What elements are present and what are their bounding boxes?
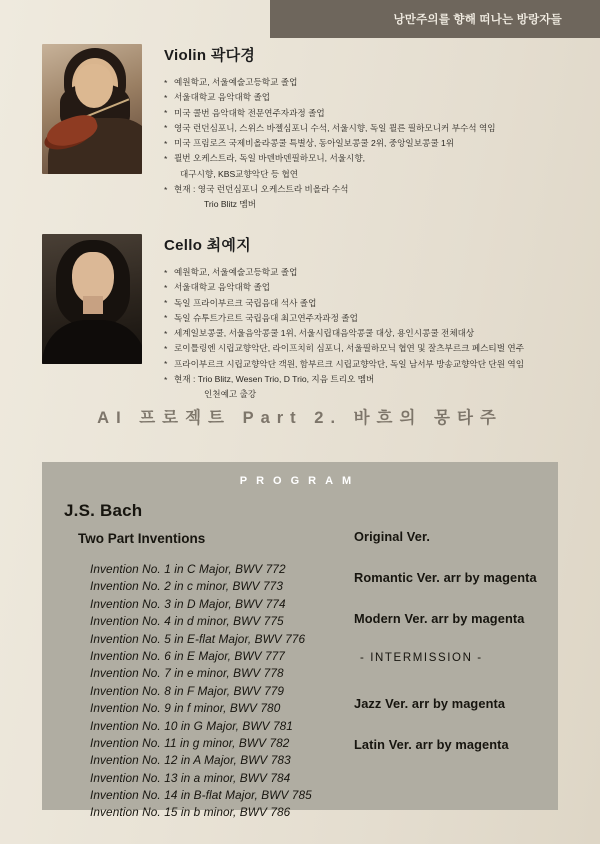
list-item: Invention No. 7 in e minor, BWV 778 [90,666,284,681]
version-label: Modern Ver. arr by magenta [354,611,525,626]
list-item-continued: 대구시향, KBS교향악단 등 협연 [180,168,299,179]
list-item: Invention No. 13 in a minor, BWV 784 [90,770,291,785]
violin-name: Violin 곽다경 [164,47,256,64]
list-item: * 독일 슈투트가르트 국립음대 최고연주자과정 졸업 [164,311,524,326]
list-item: * 서울대학교 음악대학 졸업 [164,90,496,105]
list-item: * 미국 프림로즈 국제비올라콩쿨 특별상, 동아일보콩쿨 2위, 중앙일보콩쿨 1위 [164,136,496,151]
list-item: Invention No. 2 in c minor, BWV 773 [90,579,283,594]
list-item: * 로이틀링엔 시립교향악단, 라이프치히 심포니, 서울필하모닉 협연 및 잘츠부르크 페스티벌 연주 [164,341,524,356]
list-item: * 독일 프라이부르크 국립음대 석사 졸업 [164,296,524,311]
composer-name: J.S. Bach [64,501,143,520]
program-label: PROGRAM [239,475,361,487]
list-item: Invention No. 6 in E Major, BWV 777 [90,648,285,663]
intermission-label: - INTERMISSION - [360,652,483,664]
top-banner [270,0,600,38]
cello-info [164,234,524,403]
cello-name: Cello 최예지 [164,237,252,254]
neck-shape [83,296,103,314]
list-item: * 쾰번 오케스트라, 독일 바덴바덴필하모니, 서울시향, [164,151,496,166]
version-label: Latin Ver. arr by magenta [354,737,509,752]
list-item: Invention No. 10 in G Major, BWV 781 [90,718,293,733]
list-item: * 영국 런던심포니, 스위스 바젤심포니 수석, 서울시향, 독일 쾰른 필하모니커 부수석 역임 [164,121,496,136]
performer-violin [42,44,496,213]
list-item: * 프라이부르크 시립교향악단 객원, 함부르크 시립교향악단, 독일 남서부 방송교향악단 단원 역임 [164,357,524,372]
program-body [42,487,558,823]
list-item: Invention No. 12 in A Major, BWV 783 [90,753,291,768]
program-panel [42,462,558,820]
list-item: * 예원학교, 서울예술고등학교 졸업 [164,75,496,90]
list-item: Invention No. 15 in b minor, BWV 786 [90,805,291,820]
program-works-column [64,501,354,823]
work-group-title: Two Part Inventions [78,531,206,546]
list-item: * 현재 : 영국 런던심포니 오케스트라 비올라 수석 [164,182,496,197]
violin-portrait-photo [42,44,142,174]
banner-text: 낭만주의를 향해 떠나는 방랑자들 [393,14,562,26]
list-item: Invention No. 8 in F Major, BWV 779 [90,683,285,698]
list-item: * 현재 : Trio Blitz, Wesen Trio, D Trio, 지음 트리오 멤버 [164,372,524,387]
cello-portrait-photo [42,234,142,364]
program-versions-column [354,501,554,823]
list-item: * 서울대학교 음악대학 졸업 [164,280,524,295]
list-item: Invention No. 9 in f minor, BWV 780 [90,701,281,716]
violin-info [164,44,496,213]
list-item: * 세계일보콩쿨, 서울음악콩쿨 1위, 서울시립대음악콩쿨 대상, 용인시콩쿨 전체대상 [164,326,524,341]
version-label: Jazz Ver. arr by magenta [354,696,506,711]
list-item: Invention No. 3 in D Major, BWV 774 [90,596,286,611]
list-item-continued: 인천예고 출강 [204,389,257,400]
torso-shape [42,320,142,364]
list-item: Invention No. 1 in C Major, BWV 772 [90,562,286,576]
list-item: * 미국 콜번 음악대학 전문연주자과정 졸업 [164,106,496,121]
list-item: Invention No. 4 in d minor, BWV 775 [90,614,284,629]
page-title: AI 프로젝트 Part 2. 바흐의 몽타주 [97,409,503,427]
list-item: Invention No. 5 in E-flat Major, BWV 776 [90,631,306,646]
face-front-shape [75,64,113,108]
list-item: * 예원학교, 서울예술고등학교 졸업 [164,265,524,280]
violin-credentials [164,75,496,213]
version-label: Romantic Ver. arr by magenta [354,570,537,585]
list-item-continued: Trio Blitz 멤버 [204,199,257,210]
version-label: Original Ver. [354,529,430,544]
list-item: Invention No. 11 in g minor, BWV 782 [90,735,290,750]
cello-credentials [164,265,524,403]
list-item: Invention No. 14 in B-flat Major, BWV 785 [90,788,312,803]
performer-cello [42,234,524,403]
